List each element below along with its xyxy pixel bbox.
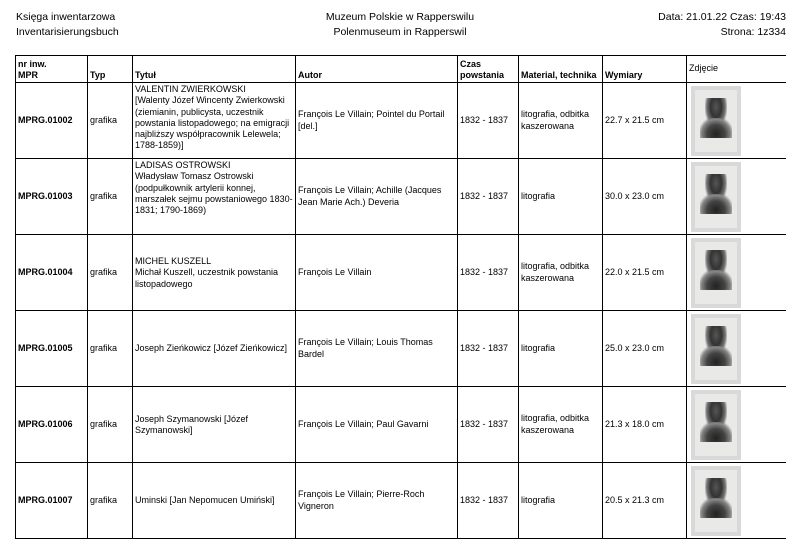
artwork-thumbnail[interactable] — [691, 466, 741, 536]
cell-typ: grafika — [88, 83, 133, 159]
artwork-thumbnail[interactable] — [691, 390, 741, 460]
artwork-thumbnail[interactable] — [691, 238, 741, 308]
cell-title — [133, 311, 296, 387]
cell-material: litografia — [519, 159, 603, 235]
title-main: VALENTIN ZWIERKOWSKI — [135, 84, 246, 94]
header-title-pl: Księga inwentarzowa — [16, 11, 116, 23]
cell-czas: 1832 - 1837 — [458, 311, 519, 387]
cell-photo — [687, 463, 786, 539]
col-header-czas-line2: powstania — [460, 70, 505, 80]
cell-wymiary: 22.7 x 21.5 cm — [603, 83, 687, 159]
title-main: Joseph Szymanowski [Józef Szymanowski] — [135, 413, 249, 435]
col-header-wymiary: Wymiary — [603, 56, 687, 83]
header-title-de: Inventarisierungsbuch — [16, 26, 119, 38]
title-clip — [135, 495, 293, 506]
col-header-autor: Autor — [296, 56, 458, 83]
table-row — [16, 387, 786, 463]
col-header-nr — [16, 56, 88, 83]
cell-title — [133, 83, 296, 159]
cell-nr: MPRG.01003 — [16, 159, 88, 235]
cell-autor: François Le Villain; Pointel du Portail [del.] — [296, 83, 458, 159]
title-main: Uminski [Jan Nepomucen Umiński] — [135, 495, 275, 506]
date-time: Data: 21.01.22 Czas: 19:43 — [658, 11, 786, 23]
cell-czas: 1832 - 1837 — [458, 463, 519, 539]
cell-typ: grafika — [88, 311, 133, 387]
cell-autor: François Le Villain — [296, 235, 458, 311]
museum-name-pl: Muzeum Polskie w Rapperswilu — [325, 11, 475, 23]
cell-photo — [687, 159, 786, 235]
artwork-thumbnail[interactable] — [691, 162, 741, 232]
col-header-typ: Typ — [88, 56, 133, 83]
cell-wymiary: 25.0 x 23.0 cm — [603, 311, 687, 387]
title-clip — [135, 84, 293, 152]
cell-autor: François Le Villain; Paul Gavarni — [296, 387, 458, 463]
cell-nr: MPRG.01006 — [16, 387, 88, 463]
cell-czas: 1832 - 1837 — [458, 387, 519, 463]
cell-nr: MPRG.01002 — [16, 83, 88, 159]
inventory-table — [15, 55, 786, 539]
title-sub: Michał Kuszell, uczestnik powstania listopadowego — [135, 267, 279, 289]
cell-photo — [687, 387, 786, 463]
col-header-tytul: Tytuł — [133, 56, 296, 83]
cell-typ: grafika — [88, 159, 133, 235]
cell-wymiary: 20.5 x 21.3 cm — [603, 463, 687, 539]
col-header-czas — [458, 56, 519, 83]
artwork-thumbnail[interactable] — [691, 86, 741, 156]
col-header-zdjecie: Zdjęcie — [687, 56, 786, 83]
col-header-material: Material, technika — [519, 56, 603, 83]
cell-typ: grafika — [88, 387, 133, 463]
cell-czas: 1832 - 1837 — [458, 235, 519, 311]
cell-material: litografia — [519, 463, 603, 539]
title-main: Joseph Zieńkowicz [Józef Zieńkowicz] — [135, 343, 288, 354]
cell-autor: François Le Villain; Achille (Jacques Jean Marie Ach.) Deveria — [296, 159, 458, 235]
col-header-nr-line1: nr inw. — [18, 59, 47, 69]
title-clip — [135, 256, 293, 290]
title-clip — [135, 414, 293, 437]
col-header-nr-line2: MPR — [18, 70, 38, 80]
table-header-row — [16, 56, 786, 83]
table-row — [16, 83, 786, 159]
artwork-thumbnail[interactable] — [691, 314, 741, 384]
cell-photo — [687, 83, 786, 159]
cell-photo — [687, 235, 786, 311]
table-row — [16, 159, 786, 235]
cell-material: litografia, odbitka kaszerowana — [519, 83, 603, 159]
cell-czas: 1832 - 1837 — [458, 159, 519, 235]
cell-wymiary: 21.3 x 18.0 cm — [603, 387, 687, 463]
cell-czas: 1832 - 1837 — [458, 83, 519, 159]
title-clip — [135, 343, 293, 354]
table-row — [16, 463, 786, 539]
table-row — [16, 235, 786, 311]
cell-title — [133, 159, 296, 235]
cell-material: litografia, odbitka kaszerowana — [519, 235, 603, 311]
cell-title — [133, 387, 296, 463]
museum-name-de: Polenmuseum in Rapperswil — [333, 26, 467, 38]
header-right — [658, 10, 786, 40]
cell-autor: François Le Villain; Louis Thomas Bardel — [296, 311, 458, 387]
title-main: LADISAS OSTROWSKI — [135, 160, 231, 170]
title-main: MICHEL KUSZELL — [135, 256, 212, 267]
title-clip — [135, 160, 293, 216]
cell-photo — [687, 311, 786, 387]
cell-nr: MPRG.01007 — [16, 463, 88, 539]
title-sub: [Walenty Józef Wincenty Zwierkowski (ziemianin, publicysta, uczestnik powstania listopadowego; na emigracji najbliższy współpracownik Lelewela; 1788-1859)] — [135, 95, 290, 151]
cell-wymiary: 30.0 x 23.0 cm — [603, 159, 687, 235]
cell-nr: MPRG.01004 — [16, 235, 88, 311]
col-header-czas-line1: Czas — [460, 59, 482, 69]
cell-nr: MPRG.01005 — [16, 311, 88, 387]
title-sub: Władysław Tomasz Ostrowski (podpułkownik artylerii konnej, marszałek sejmu powstaniowego 1830-1831; 1790-1869) — [135, 171, 293, 216]
cell-material: litografia — [519, 311, 603, 387]
cell-title — [133, 235, 296, 311]
cell-title — [133, 463, 296, 539]
cell-typ: grafika — [88, 463, 133, 539]
cell-typ: grafika — [88, 235, 133, 311]
cell-wymiary: 22.0 x 21.5 cm — [603, 235, 687, 311]
page-number: Strona: 1z334 — [720, 26, 786, 38]
cell-material: litografia, odbitka kaszerowana — [519, 387, 603, 463]
table-row — [16, 311, 786, 387]
cell-autor: François Le Villain; Pierre-Roch Vigneron — [296, 463, 458, 539]
